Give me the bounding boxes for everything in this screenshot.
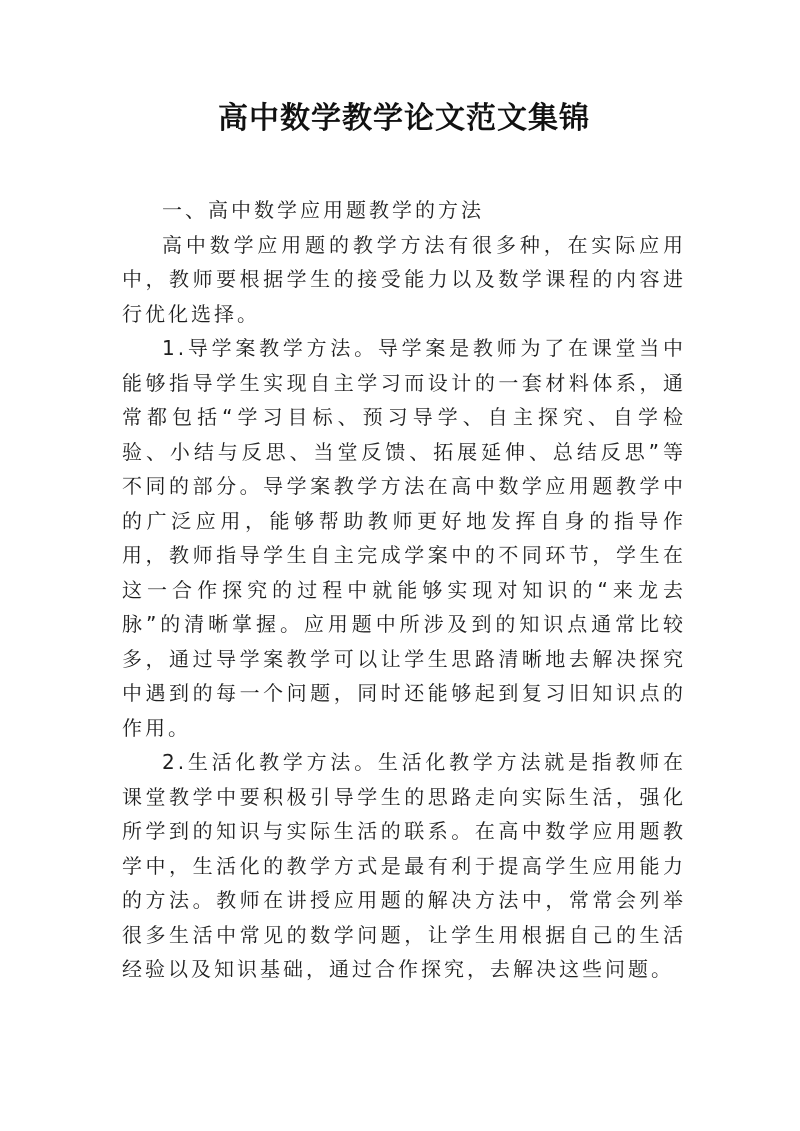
document-title: 高中数学教学论文范文集锦 bbox=[218, 101, 590, 136]
document-body bbox=[122, 193, 686, 987]
section-heading: 一、高中数学应用题教学的方法 bbox=[162, 198, 484, 222]
paragraph-method-2: 2.生活化教学方法。生活化教学方法就是指教师在课堂教学中要积极引导学生的思路走向实际生活，强化所学到的知识与实际生活的联系。在高中数学应用题教学中，生活化的教学方式是最有利于提高学生应用能力的方法。教师在讲授应用题的解决方法中，常常会列举很多生活中常见的数学问题，让学生用根据自己的生活经验以及知识基础，通过合作探究，去解决这些问题。 bbox=[122, 750, 686, 981]
paragraph-intro: 高中数学应用题的教学方法有很多种，在实际应用中，教师要根据学生的接受能力以及数学课程的内容进行优化选择。 bbox=[122, 232, 686, 326]
paragraph-method-1: 1.导学案教学方法。导学案是教师为了在课堂当中能够指导学生实现自主学习而设计的一套材料体系，通常都包括“学习目标、预习导学、自主探究、自学检验、小结与反思、当堂反馈、拓展延伸、总结反思”等不同的部分。导学案教学方法在高中数学应用题教学中的广泛应用，能够帮助教师更好地发挥自身的指导作用，教师指导学生自主完成学案中的不同环节，学生在这一合作探究的过程中就能够实现对知识的“来龙去脉”的清晰掌握。应用题中所涉及到的知识点通常比较多，通过导学案教学可以让学生思路清晰地去解决探究中遇到的每一个问题，同时还能够起到复习旧知识点的作用。 bbox=[122, 336, 686, 740]
